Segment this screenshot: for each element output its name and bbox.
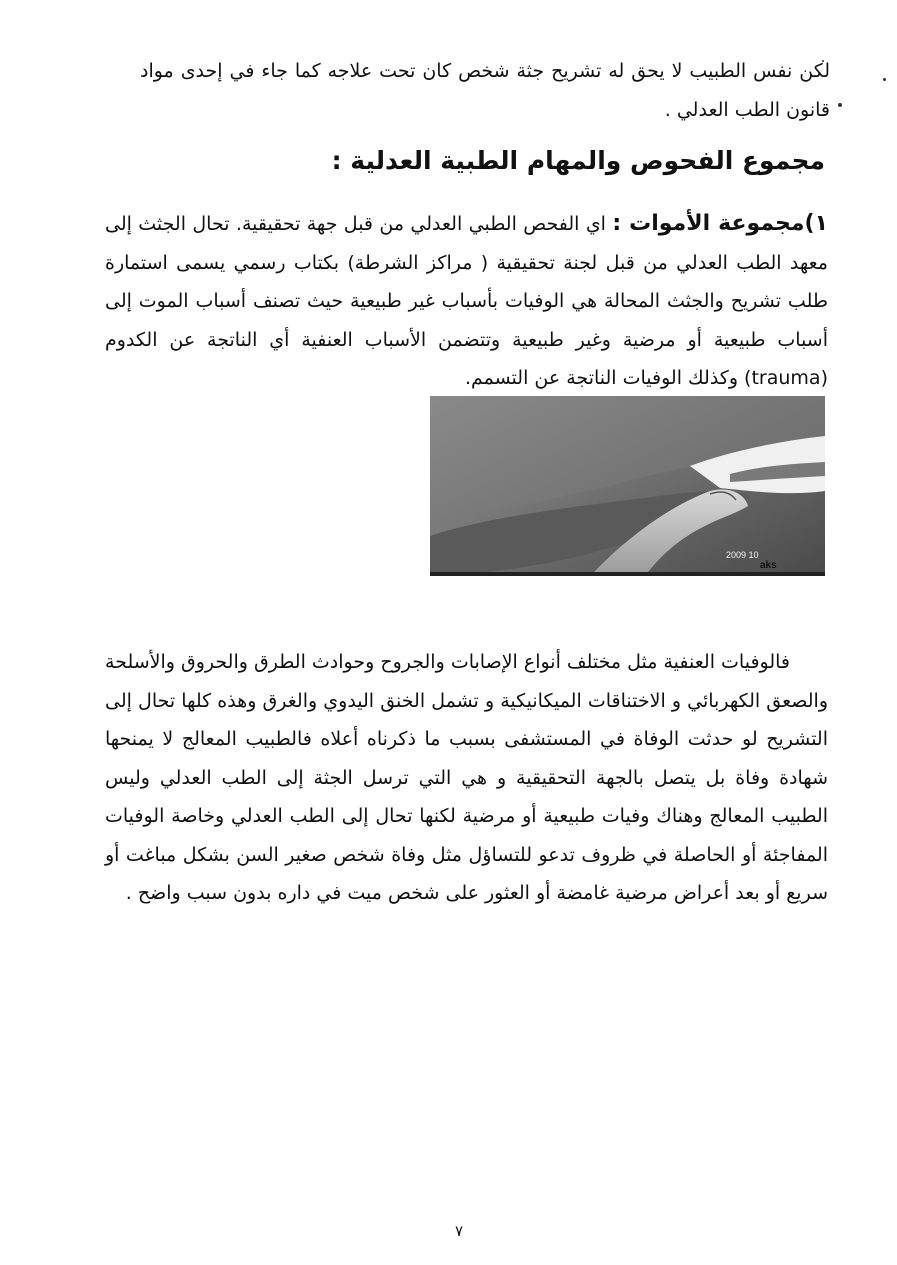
scan-speck: [883, 78, 886, 81]
autopsy-photo: [430, 396, 825, 576]
violent-deaths-paragraph: فالوفيات العنفية مثل مختلف أنواع الإصابات والجروح وحوادث الطرق والحروق والأسلحة والصعق الكهربائي و الاختناقات الميكانيكية و تشمل الخنق اليدوي والغرق وهذه كلها تحال إلى التشريح لو حدثت الوفاة في المستشفى بسبب ما ذكرناه أعلاه فالطبيب المعالج لا يمنحها شهادة وفاة بل يتصل بالجهة التحقيقية و هي التي ترسل الجثة إلى الطب العدلي وليس الطبيب المعالج وهناك وفيات طبيعية أو مرضية لكنها تحال إلى الطب العدلي وخاصة الوفيات المفاجئة أو الحاصلة في ظروف تدعو للتساؤل مثل وفاة شخص صغير السن بشكل مباغت أو سريع أو بعد أعراض مرضية غامضة أو العثور على شخص ميت في داره بدون سبب واضح .: [105, 651, 828, 904]
deaths-group-label: ١)مجموعة الأموات :: [612, 211, 828, 236]
autopsy-photo-image: [430, 396, 825, 576]
photo-watermark-logo: aks: [760, 560, 777, 571]
scan-speck: [838, 103, 842, 107]
intro-paragraph: لكن نفس الطبيب لا يحق له تشريح جثة شخص كان تحت علاجه كما جاء في إحدى مواد قانون الطب العدلي .: [140, 60, 830, 121]
section-title: مجموع الفحوص والمهام الطبية العدلية :: [331, 146, 825, 175]
page-number: ٧: [455, 1222, 464, 1240]
photo-watermark-year: 2009 10: [726, 550, 759, 560]
deaths-group-paragraph: [105, 205, 828, 398]
deaths-group-text: اي الفحص الطبي العدلي من قبل جهة تحقيقية. تحال الجثث إلى معهد الطب العدلي من قبل لجنة تحقيقية ( مراكز الشرطة) بكتاب رسمي يسمى استمارة طلب تشريح والجثث المحالة هي الوفيات بأسباب غير طبيعية حيث تصنف أسباب الموت إلى أسباب طبيعية أو مرضية وغير طبيعية وتتضمن الأسباب العنفية أي الناتجة عن الكدوم (trauma) وكذلك الوفيات الناتجة عن التسمم.: [105, 213, 828, 389]
